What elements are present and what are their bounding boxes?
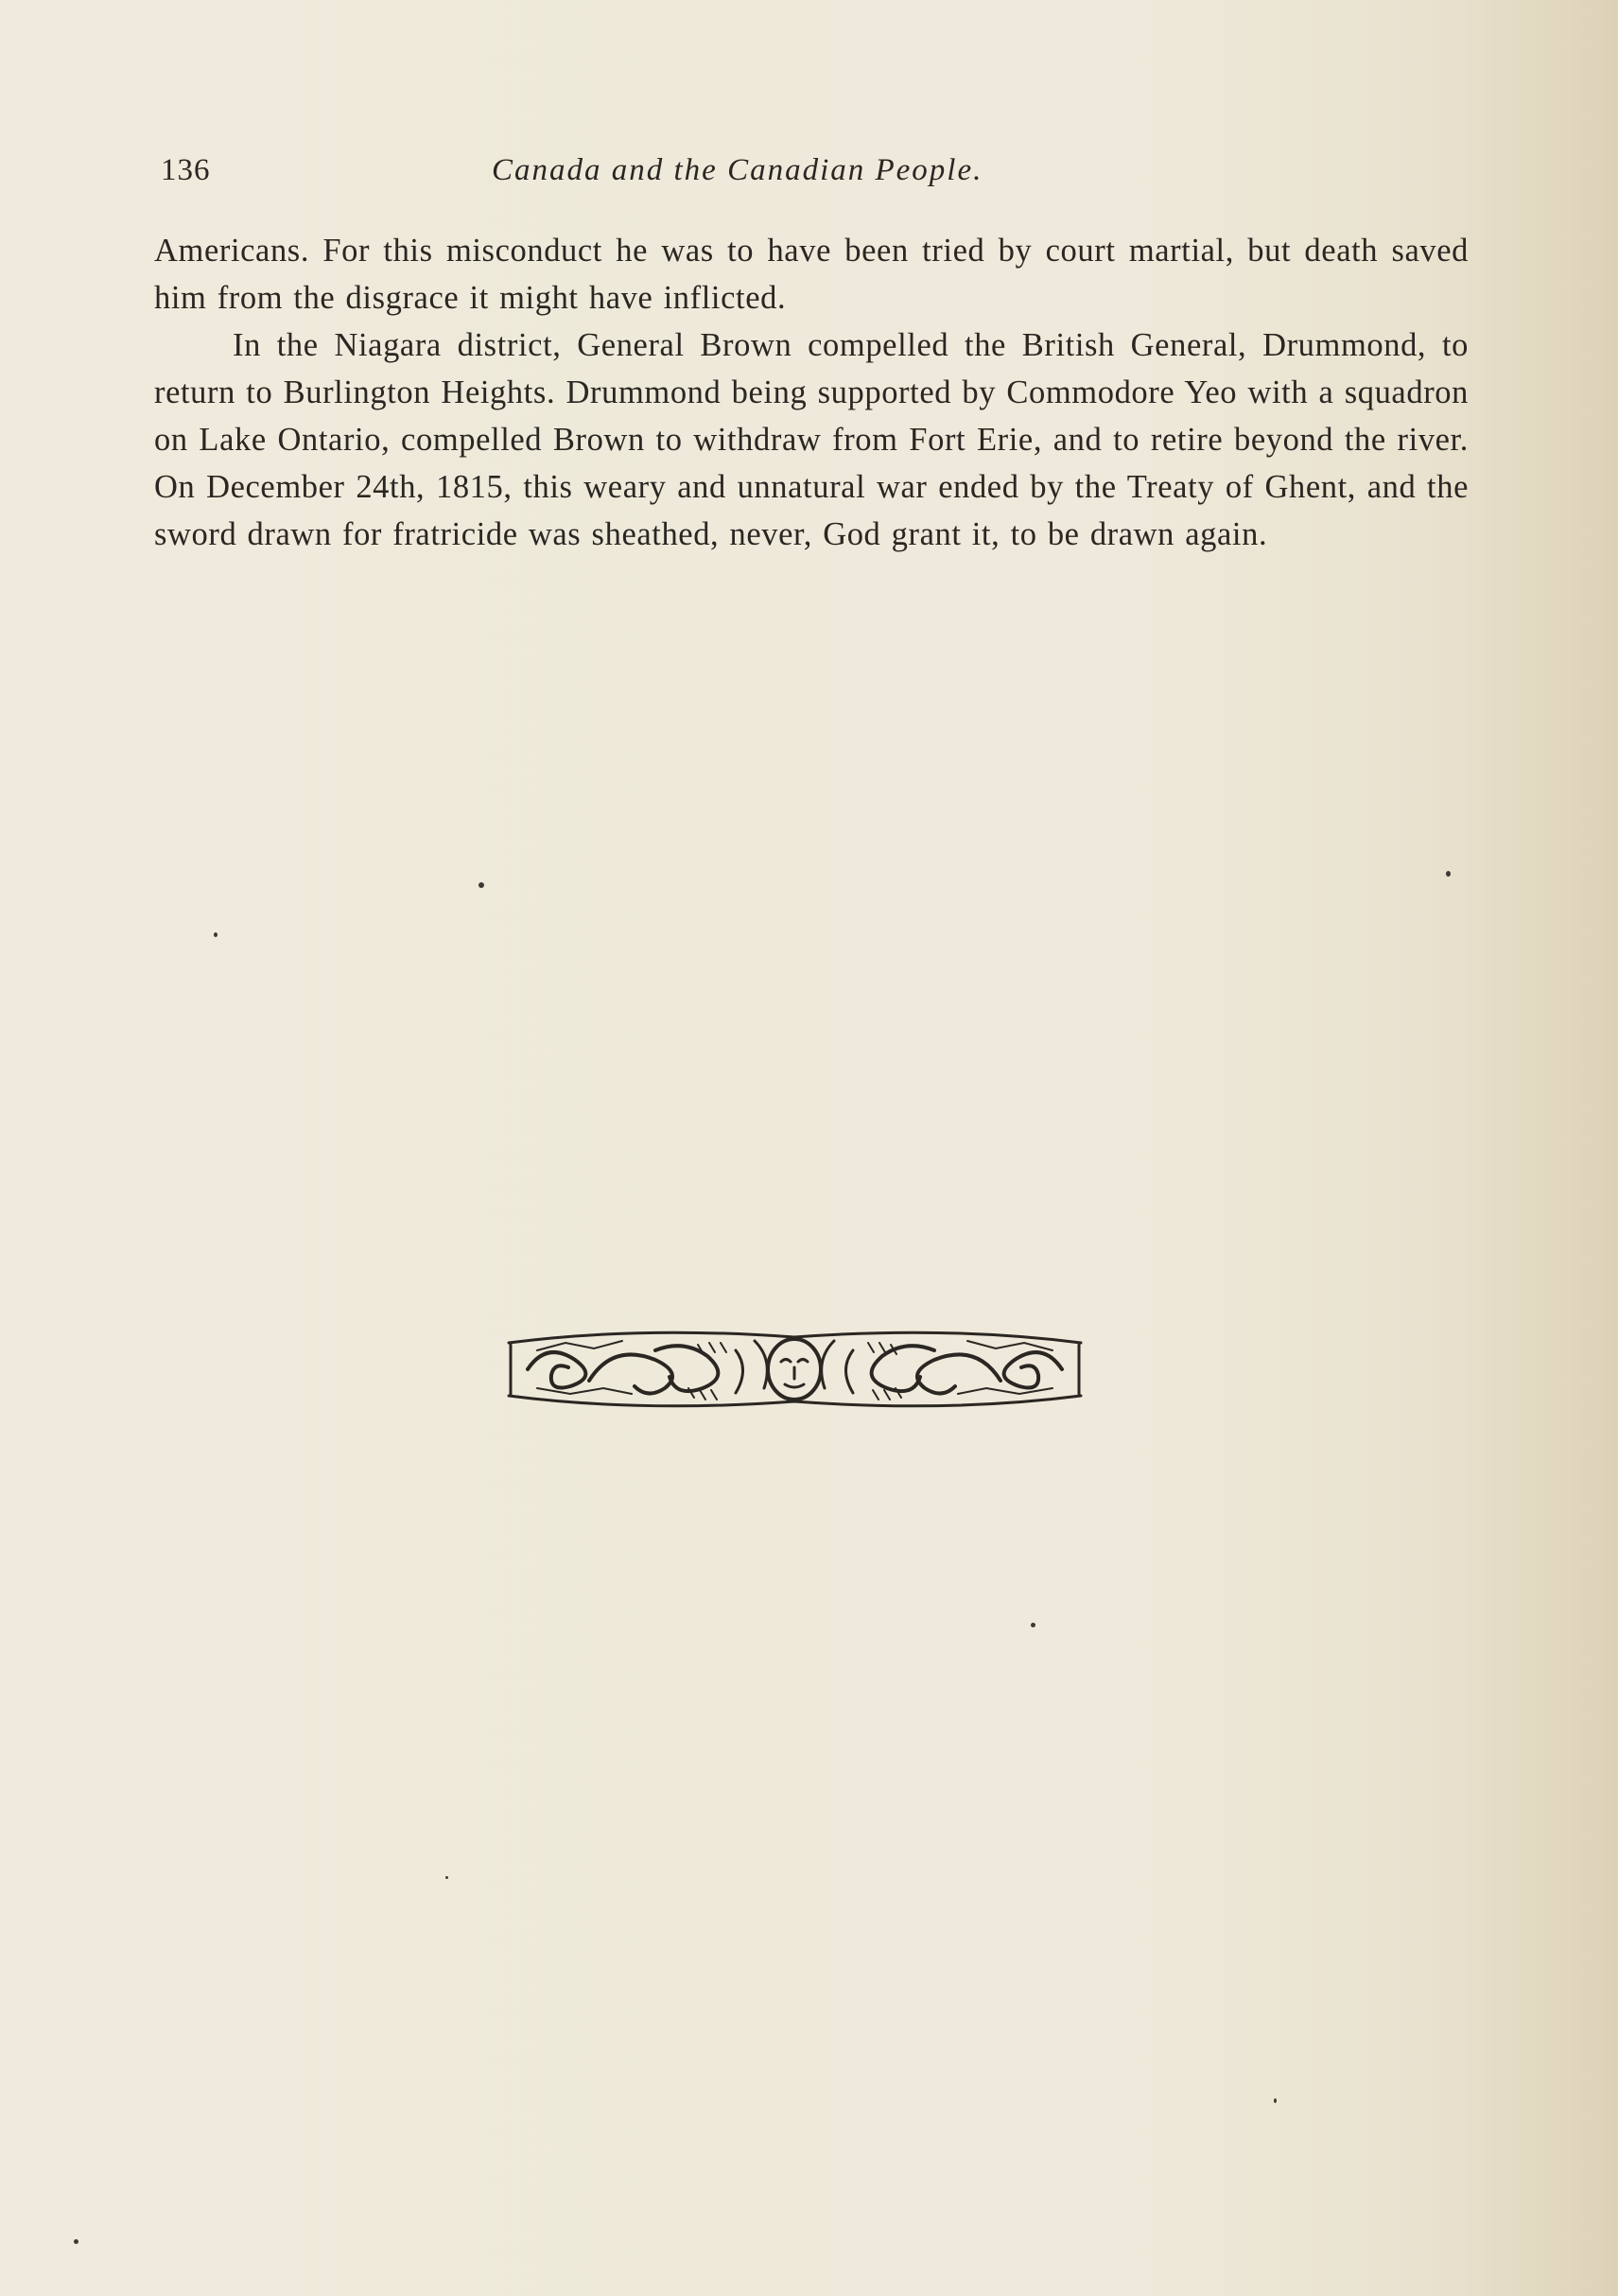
paper-speck bbox=[214, 932, 217, 937]
page-number: 136 bbox=[161, 153, 211, 187]
paper-speck bbox=[1274, 2098, 1277, 2103]
paper-speck bbox=[445, 1876, 448, 1879]
paper-speck bbox=[1031, 1623, 1035, 1627]
paper-speck bbox=[1446, 871, 1451, 877]
running-head bbox=[161, 142, 1461, 199]
paper-speck bbox=[478, 882, 484, 888]
paper-speck bbox=[74, 2239, 78, 2244]
body-text bbox=[154, 227, 1469, 558]
paragraph-continuation: Americans. For this misconduct he was to have been tried by court martial, but death saved him from the disgrace it might have inflicted. bbox=[154, 233, 1469, 316]
tailpiece-ornament-icon bbox=[499, 1322, 1090, 1417]
running-title: Canada and the Canadian People. bbox=[492, 153, 983, 187]
paragraph-niagara: In the Niagara district, General Brown compelled the British General, Drummond, to return to Burlington Heights. Drummond being supported by Commodore Yeo with a squadron on Lake Ontario, compelled Brown to withdraw from Fort Erie, and to retire beyond the river. On December 24th, 1815, this weary and unnatural war ended by the Treaty of Ghent, and the sword drawn for fratricide was sheathed, never, God grant it, to be drawn again. bbox=[154, 327, 1469, 552]
